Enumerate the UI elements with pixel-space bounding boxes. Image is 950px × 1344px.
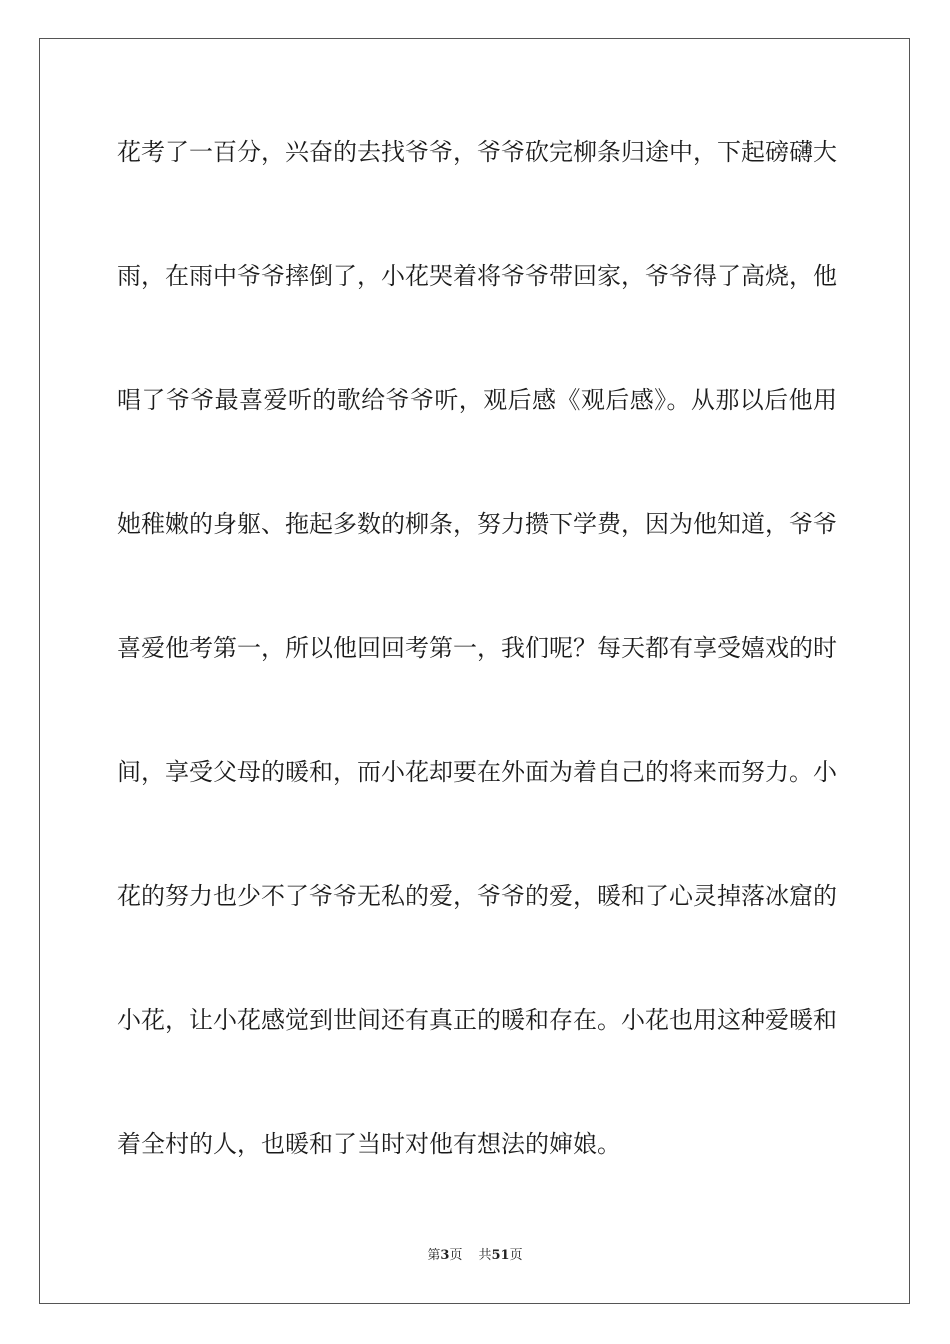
body-text-line-1: 花考了一百分，兴奋的去找爷爷，爷爷砍完柳条归途中，下起磅礴大 [117,138,837,166]
total-pages-prefix: 共 [478,1248,492,1263]
body-text-line-8: 小花，让小花感觉到世间还有真正的暖和存在。小花也用这种爱暖和 [117,1006,837,1034]
body-text-line-2: 雨，在雨中爷爷摔倒了，小花哭着将爷爷带回家，爷爷得了高烧，他 [117,262,837,290]
body-text-line-6: 间，享受父母的暖和，而小花却要在外面为着自己的将来而努力。小 [117,758,837,786]
total-page-count: 51 [491,1248,510,1263]
page-border [39,38,910,1304]
body-text-line-5: 喜爱他考第一，所以他回回考第一，我们呢？每天都有享受嬉戏的时 [117,634,837,662]
page-number-prefix: 第 [427,1248,441,1263]
current-page-number: 3 [440,1248,450,1263]
body-text-line-9: 着全村的人，也暖和了当时对他有想法的婶娘。 [117,1130,621,1158]
page-number-suffix: 页 [449,1248,463,1263]
body-text-line-3: 唱了爷爷最喜爱听的歌给爷爷听，观后感《观后感》。从那以后他用 [117,386,837,414]
body-text-line-4: 她稚嫩的身躯、拖起多数的柳条，努力攒下学费，因为他知道，爷爷 [117,510,837,538]
total-pages-suffix: 页 [509,1248,523,1263]
body-text-line-7: 花的努力也少不了爷爷无私的爱，爷爷的爱，暖和了心灵掉落冰窟的 [117,882,837,910]
page-footer [0,1247,950,1265]
